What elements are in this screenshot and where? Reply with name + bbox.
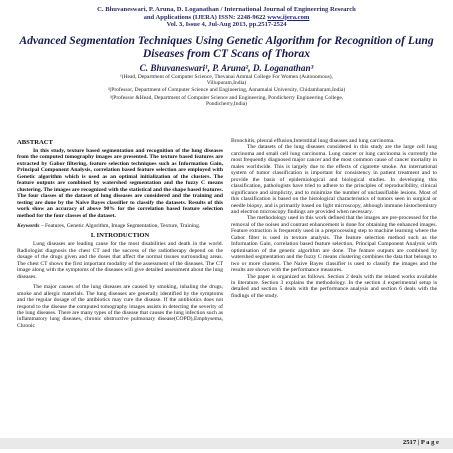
- intro-paragraph-2: The major causes of the lung diseases are caused by smoking, inhaling the drugs, smoke and allergic materials. The lung diseases are generally identified by the symptoms and the regular dosage of the antibiotics may cure the disease. If the antibiotics does not respond to the disease the computed tomography images assists in detecting the severity of the lung diseases. There are many types of the disease that causes the lung infection such as inflammatory lung diseases, chronic obstructive pulmonary disease(COPD),Emphysema, Chronic: [17, 284, 223, 329]
- right-paragraph-3: The methodology used in this work defined that the images are pre-processed for the removal of the noises and contrast enhancement is done for obtaining the enhanced images. Feature extraction is frequently used in a preprocessing step to machine learning where the Gabor filter is used in texture analysis. The feature selection method such as the Information Gain, correlation based feature selection, Principal Component Analysis with optimisation of the genetic algorithm are done. The feature outputs are combined by watershed segmentation and the fuzzy C means clustering combines the data that belongs to two or more clusters. The Naive Bayes classifier is used to classify the images and the results are shown with the performance measures.: [231, 215, 437, 274]
- right-paragraph-2: The datasets of the lung diseases considered in this study are the large cell lung carcinoma and small cell lung carcinoma. Lung cancer or lung carcinoma is currently the most frequently diagnosed major cancer and the most common cause of cancer mortality in males worldwide. This is largely due to the effects of cigarette smoke. An international system of tumor classification is important for consistency in patient treatment and to provide the basis of epidemiological and biological studies. In developing this classification, pathologists have tried to adhere to the principles of reproducibility, clinical significance and simplicity, and to minimize the number of unclassifiable lesions. Most of this classification is based on the histological characteristics of tumors seen in surgical or needle biopsy, and is primarily based on light microscopy, although immune histochemistry and electron microscopy findings are provided when necessary.: [231, 144, 437, 215]
- right-paragraph-1: Bronchitis, pleural effusion,Interstitial lung diseases and lung carcinoma.: [231, 138, 395, 144]
- intro-paragraph-1: Lung diseases are leading cause for the most disabilities and death in the world. Radiologist diagnosis the chest CT and the success of the radiotherapy depend on the dosage of the drugs given and the doses that affect the normal tissues surrounding areas. The chest CT shows the first important modality of the assessment of the diseases. The CT image along with the symptoms of the diseases will give detailed assessment about the lung diseases.: [17, 241, 223, 280]
- keywords-label: Keywords: [17, 222, 40, 229]
- affiliation-3-cont: Pondicherry,India): [205, 101, 248, 107]
- running-header: [0, 6, 453, 29]
- affiliation-1-cont: Villupuram,India): [206, 80, 247, 86]
- affiliation-1: ¹(Head, Department of Computer Science, Thevanai Ammal College For Women (Autonomous),: [120, 74, 333, 80]
- journal-website-link[interactable]: www.ijera.com: [267, 13, 310, 21]
- paper-authors: C. Bhuvaneswari¹, P. Aruna², D. Loganathan³: [139, 63, 314, 73]
- right-column: [231, 138, 437, 299]
- header-line-2: [0, 14, 453, 22]
- header-journal-issn: and Applications (IJERA) ISSN: 2248-9622: [143, 13, 266, 21]
- affiliation-3: ³(Professor &Head, Department of Computer Science and Engineering, Pondicherry Engineering College,: [109, 95, 344, 101]
- page-number: 2517 | P a g e: [402, 439, 439, 446]
- introduction-heading: I. INTRODUCTION: [90, 232, 150, 240]
- left-column: [17, 138, 223, 329]
- keywords-paragraph: [17, 223, 223, 229]
- right-paragraph-4: The paper is organized as follows. Section 2 deals with the related works available in literature. Section 3 explains the methodology. In the section 4 experimental setup is detailed and section 5 deals with the performance analysis and section 6 deals with the findings of the study.: [231, 273, 437, 299]
- header-line-1: C. Bhuvaneswari, P. Aruna, D. Loganathan / International Journal of Engineering Research: [97, 6, 356, 13]
- abstract-heading: ABSTRACT: [17, 139, 53, 146]
- keywords-text: – Features, Genetic Algorithm, Image Segmentation, Texture, Training.: [39, 222, 201, 229]
- footer-bar: [0, 438, 453, 449]
- affiliation-2: ²(Professor, Department of Computer Science and Engineering, Annamalai University, Chidambaram,India): [107, 87, 346, 93]
- paper-title: Advanced Segmentation Techniques Using Genetic Algorithm for Recognition of Lung Diseases from CT Scans of Thorax: [19, 34, 434, 61]
- header-line-3: Vol. 3, Issue 4, Jul-Aug 2013, pp.2517-2524: [166, 21, 287, 29]
- abstract-text: In this study, texture based segmentation and recognition of the lung diseases from the computed tomography images are presented. The texture based features are extracted by Gabor filtering, feature selection techniques such as Information Gain, Principal Component Analysis, correlation based feature selection are employed with Genetic algorithm which is used as an optimal initialization of the clusters. The feature outputs are combined by watershed segmentation and the fuzzy C means clustering. The images are recognized with the statistical and the shape based features. The four classes of the dataset of lung diseases are considered and the training and testing are done by the Naive Bayes classifier to classify the datasets. Results of this work show an accuracy of above 90% for the correlation based feature selection method for the four classes of the dataset.: [17, 148, 223, 219]
